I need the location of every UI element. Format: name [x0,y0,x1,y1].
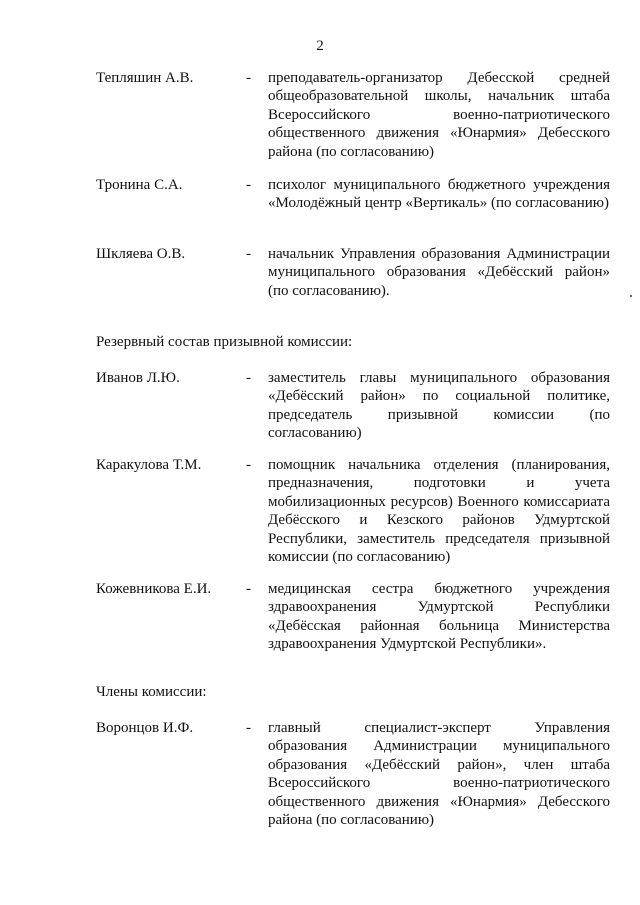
member-name: Иванов Л.Ю. [96,370,180,386]
dash-separator: - [246,457,251,473]
dash-separator: - [246,720,251,736]
reserve-heading: Резервный состав призывной комиссии: [96,334,353,350]
dash-separator: - [246,246,251,262]
member-description: психолог муниципального бюджетного учреждения «Молодёжный центр «Вертикаль» (по согласованию) [268,177,610,212]
member-name: Каракулова Т.М. [96,457,202,473]
member-description: медицинская сестра бюджетного учреждения здравоохранения Удмуртской Республики «Дебёсская районная больница Министерства здравоохранения Удмуртской Республики». [268,581,610,653]
dash-separator: - [246,370,251,386]
member-name: Шкляева О.В. [96,246,186,262]
page-number: 2 [316,38,324,54]
member-name: Тепляшин А.В. [96,70,194,86]
dash-separator: - [246,177,251,193]
members-heading: Члены комиссии: [96,684,207,700]
scan-mark [630,295,632,297]
member-description: начальник Управления образования Администрации муниципального образования «Дебёсский район» (по согласованию). [268,246,610,299]
member-name: Воронцов И.Ф. [96,720,194,736]
member-description: преподаватель-организатор Дебесской средней общеобразовательной школы, начальник штаба Всероссийского военно-патриотического общественного движения «Юнармия» Дебесского района (по согласованию) [268,70,610,160]
dash-separator: - [246,70,251,86]
dash-separator: - [246,581,251,597]
member-name: Тронина С.А. [96,177,183,193]
member-description: заместитель главы муниципального образования «Дебёсский район» по социальной политике, председатель призывной комиссии (по согласованию) [268,370,610,442]
member-description: главный специалист-эксперт Управления образования Администрации муниципального образования «Дебёсский район», член штаба Всероссийского военно-патриотического общественного движения «Юнармия» Дебесского района (по согласованию) [268,720,610,829]
member-name: Кожевникова Е.И. [96,581,212,597]
member-description: помощник начальника отделения (планирования, предназначения, подготовки и учета мобилизационных ресурсов) Военного комиссариата Дебёсского и Кезского районов Удмуртской Республики, заместитель председателя призывной комиссии (по согласованию) [268,457,610,566]
